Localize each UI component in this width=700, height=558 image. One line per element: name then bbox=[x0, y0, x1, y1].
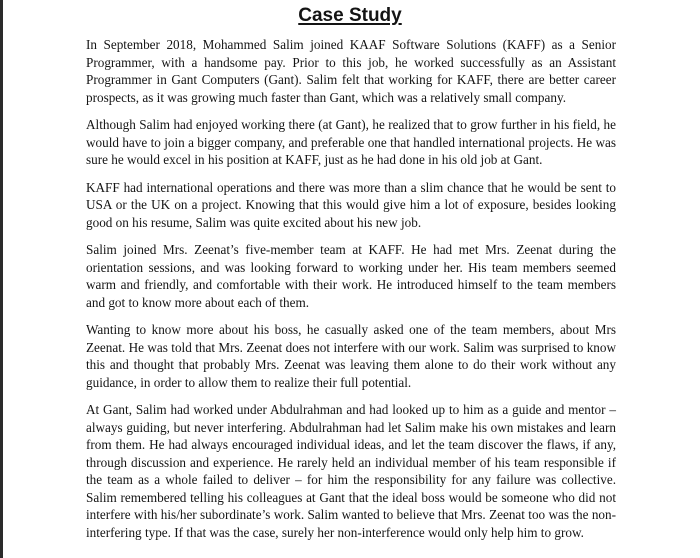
page-title bbox=[0, 4, 700, 28]
paragraph-2: Although Salim had enjoyed working there (at Gant), he realized that to grow further in his field, he would have to join a bigger company, and preferable one that handled international projects. He was sure he would excel in his position at KAFF, just as he had done in his old job at Gant. bbox=[86, 117, 616, 167]
paragraph-4: Salim joined Mrs. Zeenat’s five-member team at KAFF. He had met Mrs. Zeenat during the orientation sessions, and was looking forward to working under her. His team members seemed warm and friendly, and comfortable with their work. He introduced himself to the team members and got to know more about each of them. bbox=[86, 242, 616, 310]
paragraph-6: At Gant, Salim had worked under Abdulrahman and had looked up to him as a guide and mentor – always guiding, but never interfering. Abdulrahman had let Salim make his own mistakes and learn from them. He had always encouraged individual ideas, and let the team discover the flaws, if any, through discussion and experience. He rarely held an individual member of his team responsible if the team as a whole failed to deliver – for him the responsibility for any failure was collective. Salim remembered telling his colleagues at Gant that the ideal boss would be someone who did not interfere with his/her subordinate’s work. Salim wanted to believe that Mrs. Zeenat too was the non-interfering type. If that was the case, surely her non-interference would only help him to grow. bbox=[86, 402, 616, 540]
paragraph-3: KAFF had international operations and there was more than a slim chance that he would be sent to USA or the UK on a project. Knowing that this would give him a lot of exposure, besides looking good on his resume, Salim was quite excited about his new job. bbox=[86, 179, 616, 230]
paragraph-5: Wanting to know more about his boss, he casually asked one of the team members, about Mrs Zeenat. He was told that Mrs. Zeenat does not interfere with our work. Salim was surprised to know this and thought that probably Mrs. Zeenat was leaving them alone to do their work without any guidance, in order to allow them to realize their full potential. bbox=[86, 322, 616, 390]
document-body bbox=[86, 36, 616, 551]
page-title-text: Case Study bbox=[298, 5, 402, 26]
page-edge bbox=[0, 0, 3, 558]
paragraph-1: In September 2018, Mohammed Salim joined KAAF Software Solutions (KAFF) as a Senior Programmer, with a handsome pay. Prior to this job, he worked successfully as an Assistant Programmer in Gant Computers (Gant). Salim felt that working for KAFF, there are better career prospects, as it was growing much faster than Gant, which was a relatively small company. bbox=[86, 37, 616, 105]
